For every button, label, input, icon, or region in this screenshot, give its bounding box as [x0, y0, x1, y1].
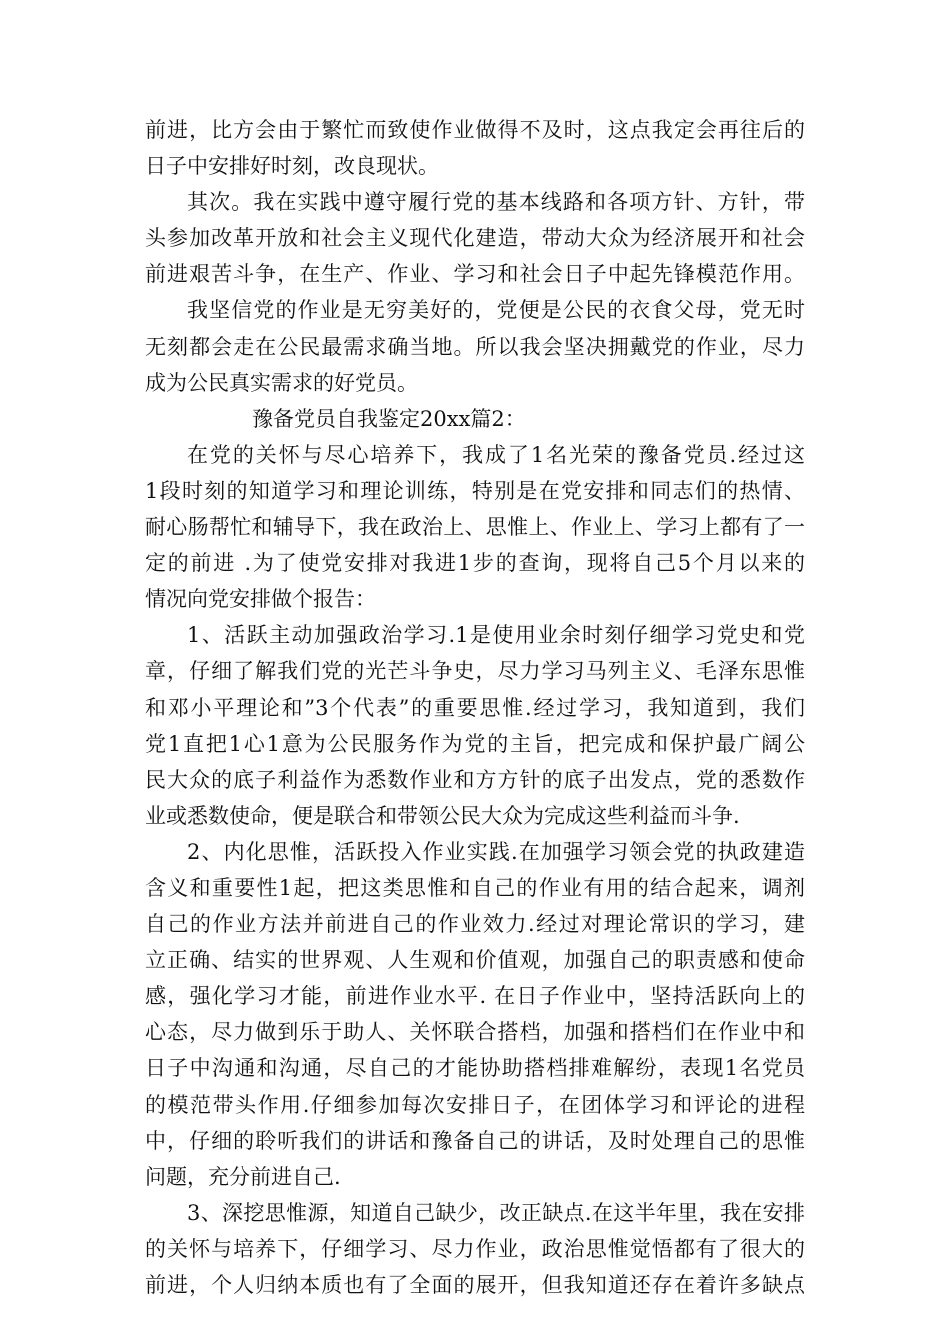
text-line: 成为公民真实需求的好党员。: [145, 370, 418, 395]
text-line: 1段时刻的知道学习和理论训练，特别是在党安排和同志们的热情、: [145, 478, 805, 503]
text-line: 定的前进 .为了使党安排对我进1步的查询，现将自己5个月以来的: [145, 551, 805, 576]
text-line: 和邓小平理论和”3个代表”的重要思惟.经过学习，我知道到，我们: [145, 695, 805, 720]
text-line: 业或悉数使命，便是联合和带领公民大众为完成这些利益而斗争.: [145, 803, 740, 828]
text-line: 党1直把1心1意为公民服务作为党的主旨，把完成和保护最广阔公: [145, 731, 805, 756]
text-line: 心态，尽力做到乐于助人、关怀联合搭档，加强和搭档们在作业中和: [145, 1020, 805, 1045]
text-line: 民大众的底子利益作为悉数作业和方方针的底子出发点，党的悉数作: [145, 767, 805, 792]
text-line: 前进，比方会由于繁忙而致使作业做得不及时，这点我定会再往后的: [145, 118, 805, 142]
section-heading: 豫备党员自我鉴定20xx篇2：: [252, 406, 526, 431]
text-line: 无刻都会走在公民最需求确当地。所以我会坚决拥戴党的作业，尽力: [145, 334, 805, 359]
text-line: 情况向党安排做个报告：: [145, 587, 376, 612]
text-line: 耐心肠帮忙和辅导下，我在政治上、思惟上、作业上、学习上都有了一: [145, 515, 805, 540]
text-line: 在党的关怀与尽心培养下，我成了1名光荣的豫备党员.经过这: [187, 442, 805, 467]
text-line: 前进艰苦斗争，在生产、作业、学习和社会日子中起先锋模范作用。: [145, 262, 805, 287]
text-line: 的模范带头作用.仔细参加每次安排日子，在团体学习和评论的进程: [145, 1092, 805, 1117]
text-line: 章，仔细了解我们党的光芒斗争史，尽力学习马列主义、毛泽东思惟: [145, 659, 805, 684]
text-line: 我坚信党的作业是无穷美好的，党便是公民的衣食父母，党无时: [187, 298, 805, 323]
text-line: 问题，充分前进自己.: [145, 1164, 341, 1189]
text-line: 日子中沟通和沟通，尽自己的才能协助搭档排难解纷，表现1名党员: [145, 1056, 805, 1081]
text-line: 中，仔细的聆听我们的讲话和豫备自己的讲话，及时处理自己的思惟: [145, 1128, 805, 1153]
document-page: [145, 112, 805, 1303]
text-line: 含义和重要性1起，把这类思惟和自己的作业有用的结合起来，调剂: [145, 875, 805, 900]
text-line: 3、深挖思惟源，知道自己缺少，改正缺点.在这半年里，我在安排: [187, 1200, 805, 1225]
text-line: 头参加改革开放和社会主义现代化建造，带动大众为经济展开和社会: [145, 226, 805, 251]
text-line: 感，强化学习才能，前进作业水平. 在日子作业中，坚持活跃向上的: [145, 984, 805, 1009]
text-line: 自己的作业方法并前进自己的作业效力.经过对理论常识的学习，建: [145, 912, 805, 937]
text-line: 的关怀与培养下，仔细学习、尽力作业，政治思惟觉悟都有了很大的: [145, 1236, 805, 1261]
text-line: 其次。我在实践中遵守履行党的基本线路和各项方针、方针，带: [187, 190, 805, 215]
text-line: 立正确、结实的世界观、人生观和价值观，加强自己的职责感和使命: [145, 948, 805, 973]
text-line: 日子中安排好时刻，改良现状。: [145, 154, 439, 179]
text-line: 前进，个人归纳本质也有了全面的展开，但我知道还存在着许多缺点: [145, 1273, 805, 1297]
text-line: 1、活跃主动加强政治学习.1是使用业余时刻仔细学习党史和党: [187, 623, 805, 648]
text-line: 2、内化思惟，活跃投入作业实践.在加强学习领会党的执政建造: [187, 839, 805, 864]
